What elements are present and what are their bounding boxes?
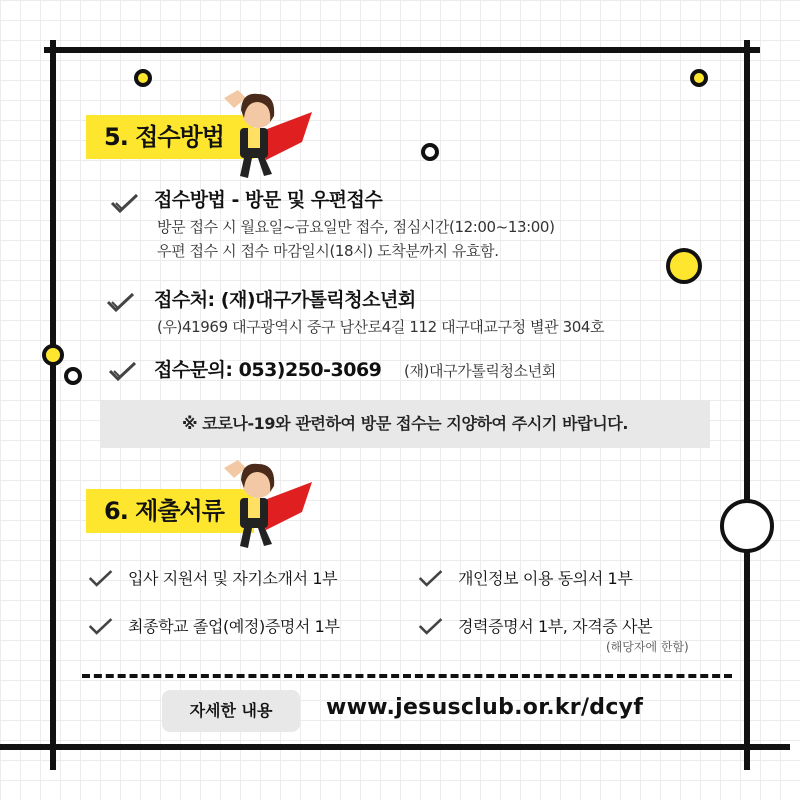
frame-left-line — [50, 40, 56, 770]
check-icon — [108, 361, 138, 381]
method-heading: 접수방법 - 방문 및 우편접수 — [154, 189, 383, 211]
method-line1: 방문 접수 시 월요일~금요일만 접수, 점심시간(12:00~13:00) — [157, 218, 555, 236]
check-icon — [418, 569, 444, 587]
check-icon — [110, 193, 140, 213]
section5-title: 5. 접수방법 — [86, 115, 254, 159]
document-item: 최종학교 졸업(예정)증명서 1부 — [128, 617, 340, 636]
contact-org: (재)대구가톨릭청소년회 — [404, 362, 556, 380]
decor-circle — [720, 499, 774, 553]
covid-notice: ※ 코로나-19와 관련하여 방문 접수는 지양하여 주시기 바랍니다. — [100, 400, 710, 448]
place-heading: 접수처: (재)대구가톨릭청소년회 — [154, 289, 416, 311]
check-icon — [418, 617, 444, 635]
check-icon — [88, 569, 114, 587]
frame-bottom-line — [0, 744, 790, 750]
decor-dot — [421, 143, 439, 161]
frame-top-line — [44, 47, 760, 53]
decor-dot — [666, 248, 702, 284]
frame-right-line — [744, 40, 750, 770]
contact-heading: 접수문의: 053)250-3069 — [154, 359, 382, 381]
dashed-divider — [82, 674, 732, 678]
section6-title: 6. 제출서류 — [86, 489, 254, 533]
place-address: (우)41969 대구광역시 중구 남산로4길 112 대구대교구청 별관 304호 — [157, 318, 605, 336]
details-button[interactable]: 자세한 내용 — [162, 690, 300, 732]
document-item: 개인정보 이용 동의서 1부 — [458, 569, 633, 588]
website-link[interactable]: www.jesusclub.or.kr/dcyf — [326, 695, 644, 720]
decor-dot — [42, 344, 64, 366]
document-item: 입사 지원서 및 자기소개서 1부 — [128, 569, 338, 588]
document-note: (해당자에 한함) — [606, 640, 689, 654]
decor-dot — [64, 367, 82, 385]
check-icon — [106, 292, 136, 312]
decor-dot — [134, 69, 152, 87]
method-line2: 우편 접수 시 접수 마감일시(18시) 도착분까지 유효함. — [157, 242, 499, 260]
document-item: 경력증명서 1부, 자격증 사본 — [458, 617, 653, 636]
superhero-mascot-icon — [214, 82, 318, 182]
superhero-mascot-icon — [214, 452, 318, 552]
check-icon — [88, 617, 114, 635]
decor-dot — [690, 69, 708, 87]
